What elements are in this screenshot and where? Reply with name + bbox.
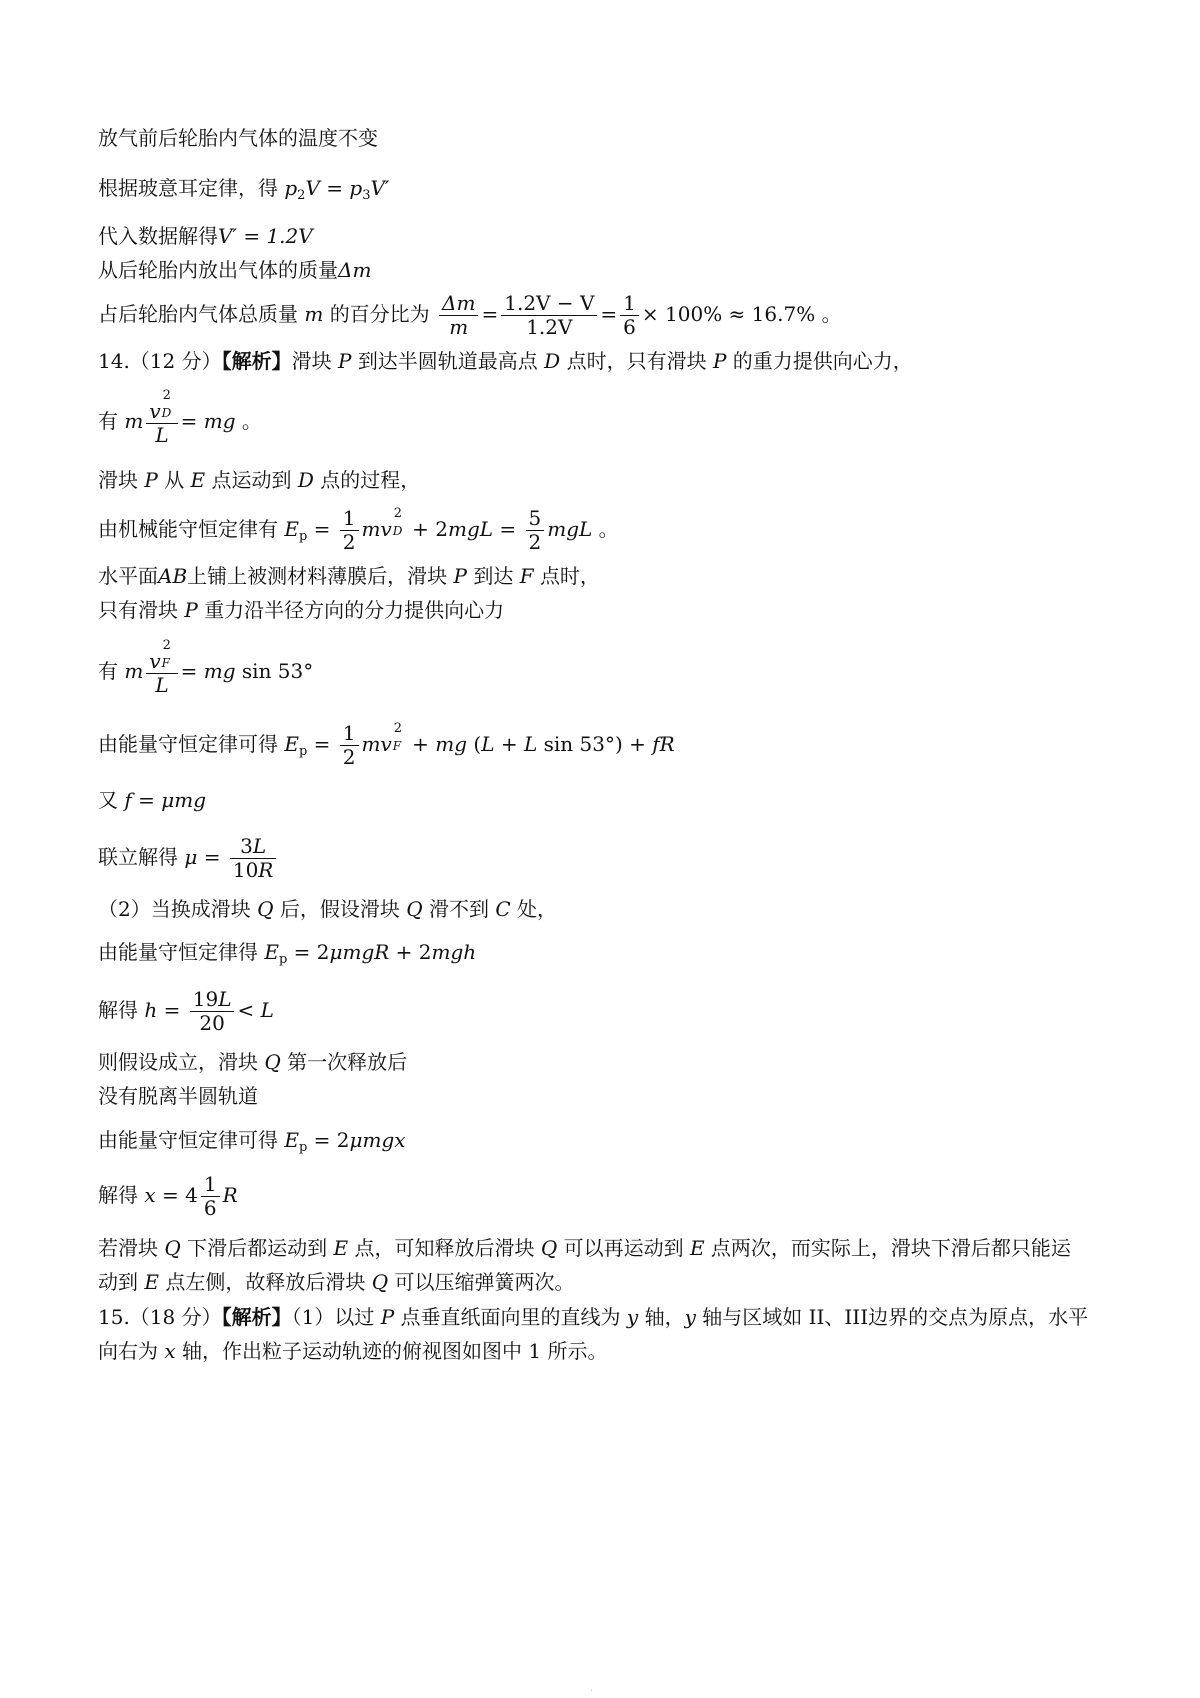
text-line-15: 联立解得 μ = $\frac{3L}{10R}$ xyxy=(98,835,279,882)
analysis-tag: 【解析】 xyxy=(221,1305,292,1329)
fraction-h: $\frac{19L}{20}$ xyxy=(190,988,235,1035)
text-line-16: （2）当换成滑块 Q 后，假设滑块 Q 滑不到 C 处， xyxy=(98,897,558,921)
text-line-2 xyxy=(98,178,389,202)
fraction-one-sixth: $\frac{1}{6}$ xyxy=(620,292,639,339)
text-line-22: 解得 x = 4 $\frac{1}{6}$ R xyxy=(98,1172,238,1220)
symbol: Δm xyxy=(338,258,372,282)
text-line-24: 动到 E 点左侧，故释放后滑块 Q 可以压缩弹簧两次。 xyxy=(98,1270,575,1294)
line-text: 根据玻意耳定律，得 xyxy=(98,176,278,200)
text-line-5: 占后轮胎内气体总质量 m 的百分比为 $\frac{\Delta m}{m}$ = $\frac{1.2V - V}{1.2V}$ = $\frac{1}{6}$ × 100% ≈ 16.7% 。 xyxy=(98,291,842,339)
fraction-x: $\frac{1}{6}$ xyxy=(201,1173,220,1220)
question-14-header: 14.（12 分）【解析】滑块 P 到达半圆轨道最高点 D 点时，只有滑块 P 的重力提供向心力， xyxy=(98,349,913,373)
text-line-3 xyxy=(98,226,313,246)
question-number: 14.（12 分） xyxy=(98,349,222,373)
equation-mech-energy: $E_p$ = $\frac{1}{2}$ mv 2 D + 2mgL = $\frac{5}{2}$ mgL 。 xyxy=(284,506,619,554)
symbol: m xyxy=(304,302,324,326)
line-text: 放气前后轮胎内气体的温度不变 xyxy=(98,126,378,150)
fraction-volume: $\frac{1.2V - V}{1.2V}$ xyxy=(501,292,597,339)
footer-mark: · xyxy=(590,1686,594,1697)
text-line-1 xyxy=(98,128,378,148)
line-text: 代入数据解得 xyxy=(98,224,218,248)
equation-energy: $E_p$ = $\frac{1}{2}$ mv 2 F + mg (L + L sin 53°) + fR xyxy=(284,721,675,769)
text-line-26: 向右为 x 轴，作出粒子运动轨迹的俯视图如图中 1 所示。 xyxy=(98,1339,608,1363)
fraction-vf2-l: v 2 F L xyxy=(146,648,177,697)
text-line-21: 由能量守恒定律可得 $E_p = 2\mu mgx$ xyxy=(98,1128,406,1155)
text-line-18: 解得 h = $\frac{19L}{20}$ < L xyxy=(98,987,274,1035)
question-15-header: 15.（18 分）【解析】（1）以过 P 点垂直纸面向里的直线为 y 轴，y 轴与区域如 II、III边界的交点为原点，水平 xyxy=(98,1305,1089,1329)
text-line-23: 若滑块 Q 下滑后都运动到 E 点，可知释放后滑块 Q 可以再运动到 E 点两次，而实际上，滑块下滑后都只能运 xyxy=(98,1236,1071,1260)
analysis-tag: 【解析】 xyxy=(221,349,292,373)
text-line-14: 又 f = μmg xyxy=(98,788,207,812)
text-line-7: 有 m v 2 D L = mg 。 xyxy=(98,388,262,447)
line-text: × 100% ≈ 16.7% 。 xyxy=(641,302,842,326)
equation-boyle: $p_2V = p_3V'$ xyxy=(284,176,390,203)
text-line-20: 没有脱离半圆轨道 xyxy=(98,1084,258,1108)
text-line-10: 水平面AB上铺上被测材料薄膜后，滑块 P 到达 F 点时， xyxy=(98,564,600,588)
text-line-19: 则假设成立，滑块 Q 第一次释放后 xyxy=(98,1050,408,1074)
text-line-13: 由能量守恒定律可得 $E_p$ = $\frac{1}{2}$ mv 2 F + mg (L + L sin 53°) + fR xyxy=(98,721,675,769)
line-text: 的百分比为 xyxy=(329,302,430,326)
line-text: 占后轮胎内气体总质量 xyxy=(98,302,298,326)
text-line-11: 只有滑块 P 重力沿半径方向的分力提供向心力 xyxy=(98,598,505,622)
fraction-dm-m: $\frac{\Delta m}{m}$ xyxy=(439,292,478,339)
fraction-vd2-l: v 2 D L xyxy=(146,398,177,447)
fraction-mu: $\frac{3L}{10R}$ xyxy=(230,835,277,882)
line-text: 从后轮胎内放出气体的质量 xyxy=(98,258,338,282)
equation-volume: V′ = 1.2V xyxy=(218,224,313,248)
text-line-4 xyxy=(98,260,371,280)
text-line-8: 滑块 P 从 E 点运动到 D 点的过程， xyxy=(98,468,421,492)
text-line-17: 由能量守恒定律得 $E_p = 2\mu mgR + 2mgh$ xyxy=(98,940,477,967)
text-line-9: 由机械能守恒定律有 $E_p$ = $\frac{1}{2}$ mv 2 D + 2mgL = $\frac{5}{2}$ mgL 。 xyxy=(98,506,619,554)
text-line-12: 有 m v 2 F L = mg sin 53° xyxy=(98,638,314,697)
